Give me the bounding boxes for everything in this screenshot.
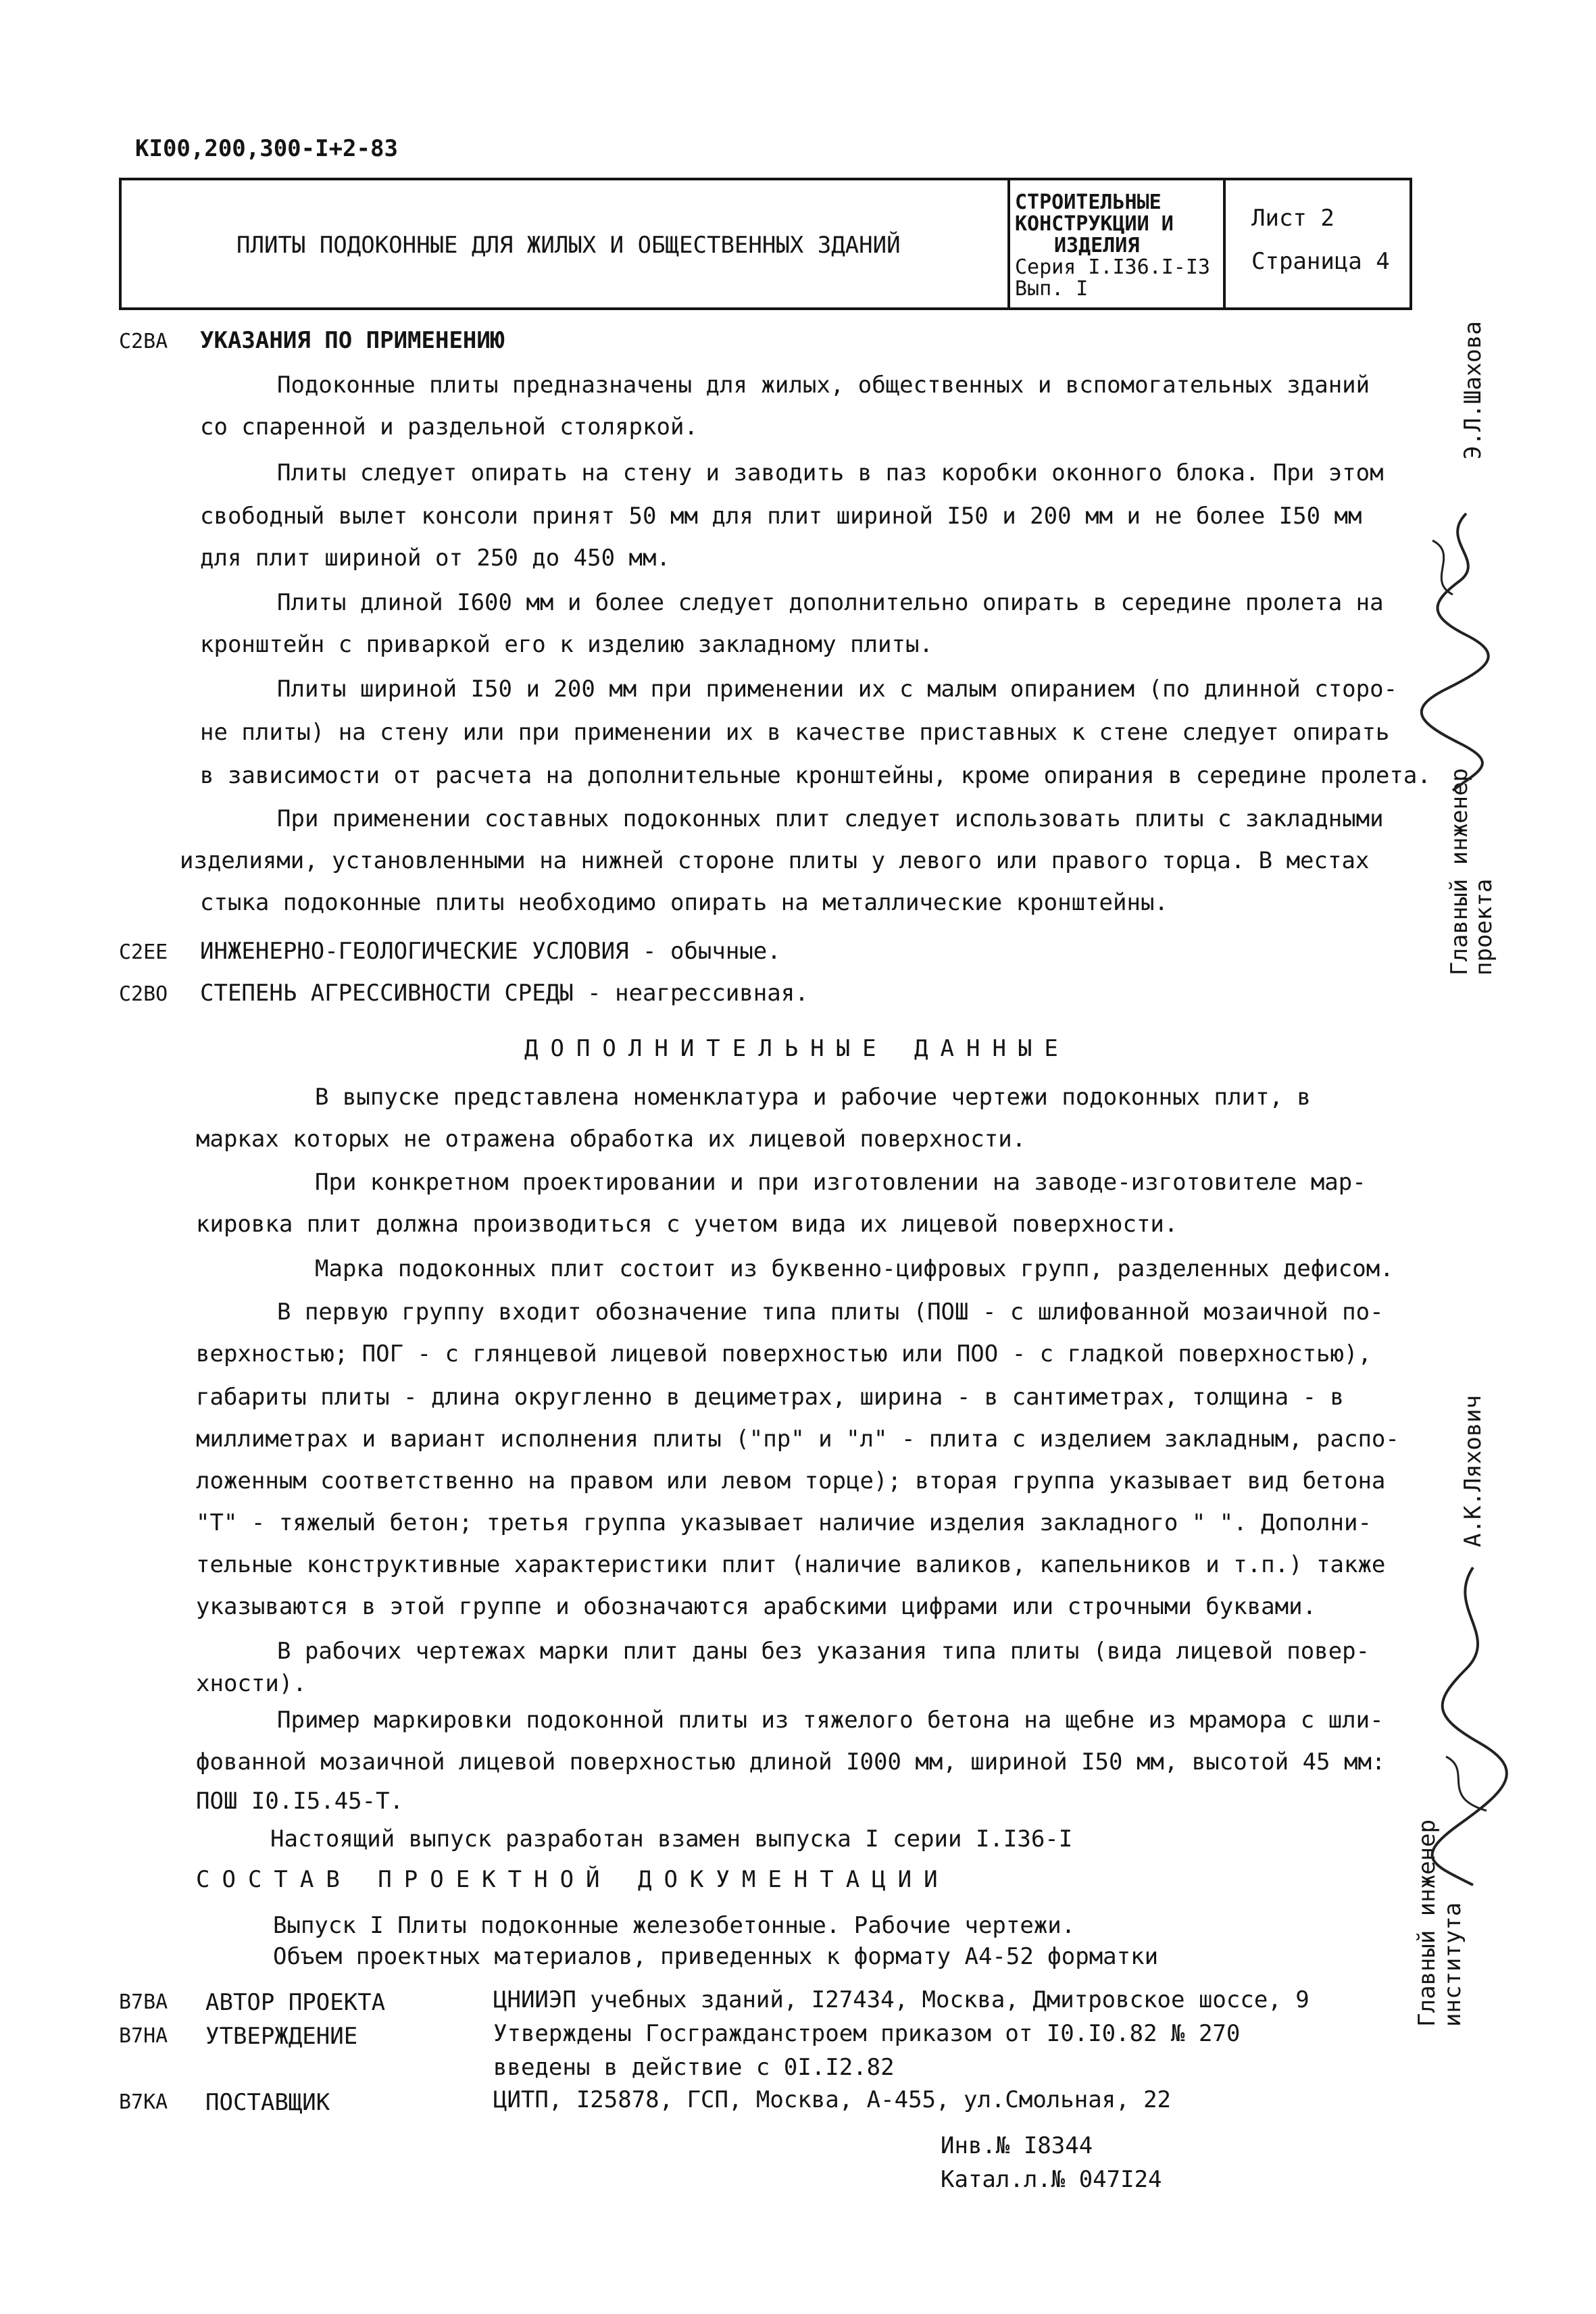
text-line: миллиметрах и вариант исполнения плиты ("пр" и "л" - плита с изделием закладным, распо- xyxy=(196,1426,1399,1453)
text-line: свободный вылет консоли принят 50 мм для плит шириной I50 и 200 мм и не более I50 мм xyxy=(200,503,1362,530)
margin-role1: Главный инженер xyxy=(1446,768,1473,976)
text-line: в зависимости от расчета на дополнительные кронштейны, кроме опирания в середине пролета. xyxy=(200,762,1431,789)
text-line: ПОШ I0.I5.45-Т. xyxy=(196,1788,404,1815)
author-label: АВТОР ПРОЕКТА xyxy=(205,1989,386,2016)
text-line: В выпуске представлена номенклатура и рабочие чертежи подоконных плит, в xyxy=(315,1084,1311,1111)
geology-line xyxy=(200,938,781,965)
supplier-code: В7КА xyxy=(119,2090,168,2114)
text-line: кировка плит должна производиться с учетом вида их лицевой поверхности. xyxy=(196,1211,1178,1238)
text-line: со спаренной и раздельной столяркой. xyxy=(200,413,698,441)
signature-1 xyxy=(1385,500,1520,797)
text-line: хности). xyxy=(196,1670,307,1697)
approval-label: УТВЕРЖДЕНИЕ xyxy=(205,2023,358,2050)
text-line: В первую группу входит обозначение типа плиты (ПОШ - с шлифованной мозаичной по- xyxy=(277,1299,1384,1326)
text-line: не плиты) на стену или при применении их в качестве приставных к стене следует опирать xyxy=(200,719,1390,746)
text-line: указываются в этой группе и обозначаются арабскими цифрами или строчными буквами. xyxy=(196,1593,1317,1620)
aggression-value: - неагрессивная. xyxy=(573,980,809,1007)
supplier-label: ПОСТАВЩИК xyxy=(205,2089,330,2116)
text-line: В рабочих чертежах марки плит даны без указания типа плиты (вида лицевой повер- xyxy=(277,1638,1370,1665)
supplier-value: ЦИТП, I25878, ГСП, Москва, А-455, ул.Смольная, 22 xyxy=(493,2086,1172,2113)
approval-code: В7НА xyxy=(119,2024,168,2048)
margin-role1b: проекта xyxy=(1470,878,1497,976)
additional-heading: ДОПОЛНИТЕЛЬНЫЕ ДАННЫЕ xyxy=(524,1035,1070,1062)
text-line: изделиями, установленными на нижней стороне плиты у левого или правого торца. В местах xyxy=(180,847,1370,874)
composition-line2: Объем проектных материалов, приведенных к формату А4-52 форматки xyxy=(273,1943,1159,1970)
text-line: стыка подоконные плиты необходимо опирать на металлические кронштейны. xyxy=(200,889,1168,916)
issue-label: Вып. I xyxy=(1015,277,1089,301)
category-line2: КОНСТРУКЦИИ И xyxy=(1015,212,1174,236)
margin-role2: Главный инженер xyxy=(1414,1819,1441,2027)
composition-heading: СОСТАВ ПРОЕКТНОЙ ДОКУМЕНТАЦИИ xyxy=(196,1866,950,1893)
aggression-label: СТЕПЕНЬ АГРЕССИВНОСТИ СРЕДЫ xyxy=(200,980,574,1007)
inventory-number: Инв.№ I8344 xyxy=(941,2132,1093,2159)
section-heading: УКАЗАНИЯ ПО ПРИМЕНЕНИЮ xyxy=(200,327,505,354)
aggression-line xyxy=(200,980,809,1007)
page-label: Страница 4 xyxy=(1251,248,1390,275)
section-code: С2ВА xyxy=(119,330,168,353)
text-line: ложенным соответственно на правом или левом торце); вторая группа указывает вид бетона xyxy=(196,1467,1386,1494)
document-title: ПЛИТЫ ПОДОКОННЫЕ ДЛЯ ЖИЛЫХ И ОБЩЕСТВЕННЫХ ЗДАНИЙ xyxy=(236,232,901,259)
margin-role2b: института xyxy=(1439,1902,1466,2027)
text-line: Плиты длиной I600 мм и более следует дополнительно опирать в середине пролета на xyxy=(277,589,1384,616)
category-line3: ИЗДЕЛИЯ xyxy=(1054,234,1140,257)
author-value: ЦНИИЭП учебных зданий, I27434, Москва, Дмитровское шоссе, 9 xyxy=(493,1986,1310,2013)
text-line: Марка подоконных плит состоит из буквенно-цифровых групп, разделенных дефисом. xyxy=(315,1255,1394,1282)
text-line: Настоящий выпуск разработан взамен выпуска I серии I.I36-I xyxy=(270,1826,1073,1853)
text-line: фованной мозаичной лицевой поверхностью длиной I000 мм, шириной I50 мм, высотой 45 мм: xyxy=(196,1749,1386,1776)
geology-label: ИНЖЕНЕРНО-ГЕОЛОГИЧЕСКИЕ УСЛОВИЯ xyxy=(200,938,629,965)
title-block xyxy=(119,178,1412,310)
text-line: кронштейн с приваркой его к изделию закладному плиты. xyxy=(200,631,933,658)
document-code: КI00,200,300-I+2-83 xyxy=(135,135,398,162)
catalog-number: Катал.л.№ 047I24 xyxy=(941,2166,1162,2193)
aggression-code: С2ВО xyxy=(119,982,168,1006)
text-line: Плиты шириной I50 и 200 мм при применении их с малым опиранием (по длинной сторо- xyxy=(277,676,1398,703)
series-label: Серия I.I36.I-I3 xyxy=(1015,255,1210,279)
margin-name2: А.К.Ляхович xyxy=(1460,1394,1487,1547)
signature-2 xyxy=(1405,1554,1527,1892)
text-line: Пример маркировки подоконной плиты из тяжелого бетона на щебне из мрамора с шли- xyxy=(277,1707,1384,1734)
geology-value: - обычные. xyxy=(628,938,781,965)
margin-name1: Э.Л.Шахова xyxy=(1460,321,1487,459)
text-line: При конкретном проектировании и при изготовлении на заводе-изготовителе мар- xyxy=(315,1169,1366,1196)
category-line1: СТРОИТЕЛЬНЫЕ xyxy=(1015,191,1162,214)
author-code: В7ВА xyxy=(119,1990,168,2014)
text-line: Подоконные плиты предназначены для жилых, общественных и вспомогательных зданий xyxy=(277,372,1370,399)
text-line: При применении составных подоконных плит следует использовать плиты с закладными xyxy=(277,805,1384,832)
geology-code: С2ЕЕ xyxy=(119,940,168,964)
sheet-label: Лист 2 xyxy=(1251,205,1335,232)
composition-line1: Выпуск I Плиты подоконные железобетонные. Рабочие чертежи. xyxy=(273,1912,1076,1939)
text-line: тельные конструктивные характеристики плит (наличие валиков, капельников и т.п.) также xyxy=(196,1551,1386,1578)
text-line: "Т" - тяжелый бетон; третья группа указывает наличие изделия закладного " ". Дополни- xyxy=(196,1509,1372,1536)
approval-value: Утверждены Госгражданстроем приказом от I0.I0.82 № 270 xyxy=(493,2020,1241,2047)
text-line: для плит шириной от 250 до 450 мм. xyxy=(200,545,670,572)
text-line: Плиты следует опирать на стену и заводить в паз коробки оконного блока. При этом xyxy=(277,459,1384,486)
text-line: марках которых не отражена обработка их лицевой поверхности. xyxy=(196,1126,1026,1153)
text-line: верхностью; ПОГ - с глянцевой лицевой поверхностью или ПОО - с гладкой поверхностью), xyxy=(196,1340,1372,1367)
approval-date: введены в действие с 0I.I2.82 xyxy=(493,2054,895,2081)
text-line: габариты плиты - длина округленно в дециметрах, ширина - в сантиметрах, толщина - в xyxy=(196,1384,1344,1411)
